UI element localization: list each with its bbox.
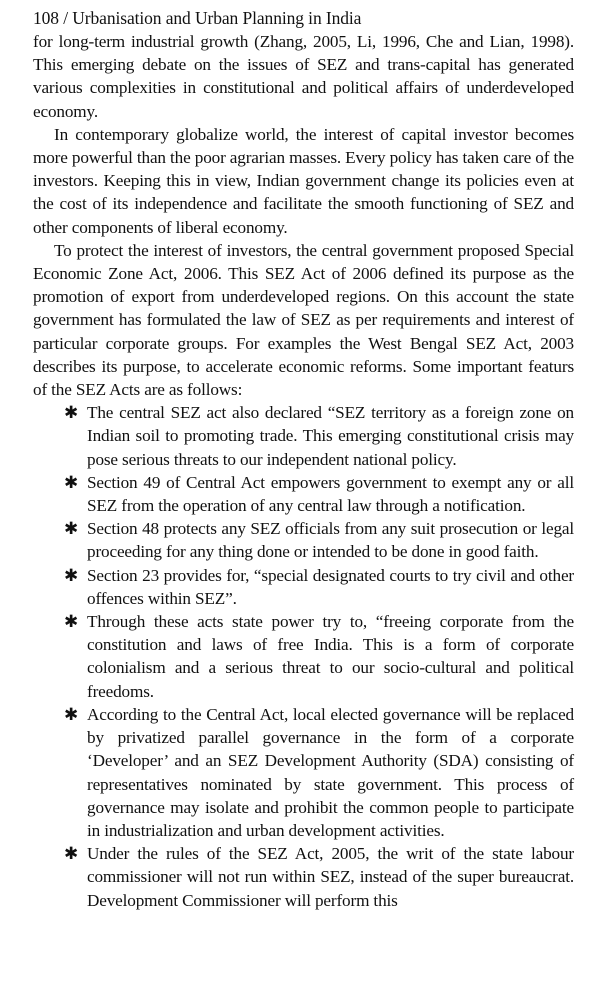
list-item [64, 471, 574, 517]
list-item [64, 610, 574, 703]
running-header: 108 / Urbanisation and Urban Planning in India [33, 8, 362, 28]
paragraph-continued: for long-term industrial growth (Zhang, 2005, Li, 1996, Che and Lian, 1998). This emerging debate on the issues of SEZ and trans-capital has generated various complexities in constitutional and political affairs of underdeveloped economy. [33, 32, 574, 121]
list-item [64, 703, 574, 842]
list-item-text: Section 23 provides for, “special designated courts to try civil and other offences within SEZ”. [87, 565, 574, 608]
list-item-text: Section 48 protects any SEZ officials from any suit prosecution or legal proceeding for any thing done or intended to be done in good faith. [87, 519, 574, 562]
list-item-text: Under the rules of the SEZ Act, 2005, the writ of the state labour commissioner will not run within SEZ, instead of the super bureaucrat. Development Commissioner will perform this [87, 844, 574, 910]
body-text [33, 30, 574, 912]
asterisk-bullet-icon: ✱ [64, 565, 79, 585]
asterisk-bullet-icon: ✱ [64, 704, 79, 724]
list-item [64, 564, 574, 610]
paragraph-globalization: In contemporary globalize world, the interest of capital investor becomes more powerful than the poor agrarian masses. Every policy has taken care of the investors. Keeping this in view, Indian government change its policies even at the cost of its independence and facilitate the smooth functioning of SEZ and other components of liberal economy. [33, 124, 574, 237]
list-item-text: Section 49 of Central Act empowers government to exempt any or all SEZ from the operation of any central law through a notification. [87, 472, 574, 516]
asterisk-bullet-icon: ✱ [64, 844, 79, 864]
sez-features-list [33, 401, 574, 911]
list-item-text: According to the Central Act, local elected governance will be replaced by privatized parallel governance in the form of a corporate ‘Developer’ and an SEZ Development Authority (SDA) consisting of representatives nominated by state government. This process of governance may isolate and prohibit the common people to participate in industrialization and urban development activities. [87, 704, 574, 840]
paragraph-sez-act: To protect the interest of investors, the central government proposed Special Economic Zone Act, 2006. This SEZ Act of 2006 defined its purpose as the promotion of export from underdeveloped regions. On this account the state government has formulated the law of SEZ as per requirements and interest of particular corporate groups. For examples the West Bengal SEZ Act, 2003 describes its purpose, to accelerate economic reforms. Some important featurs of the SEZ Acts are as follows: [33, 240, 574, 400]
asterisk-bullet-icon: ✱ [64, 403, 79, 423]
list-item-text: The central SEZ act also declared “SEZ territory as a foreign zone on Indian soil to promoting trade. This emerging constitutional crisis may pose serious threats to our independent national policy. [87, 403, 574, 469]
list-item [64, 517, 574, 563]
asterisk-bullet-icon: ✱ [64, 472, 79, 492]
list-item [64, 401, 574, 471]
list-item [64, 842, 574, 912]
asterisk-bullet-icon: ✱ [64, 519, 79, 539]
list-item-text: Through these acts state power try to, “freeing corporate from the constitution and laws of free India. This is a form of corporate colonialism and a serious threat to our socio-cultural and political freedoms. [87, 612, 574, 701]
asterisk-bullet-icon: ✱ [64, 612, 79, 632]
